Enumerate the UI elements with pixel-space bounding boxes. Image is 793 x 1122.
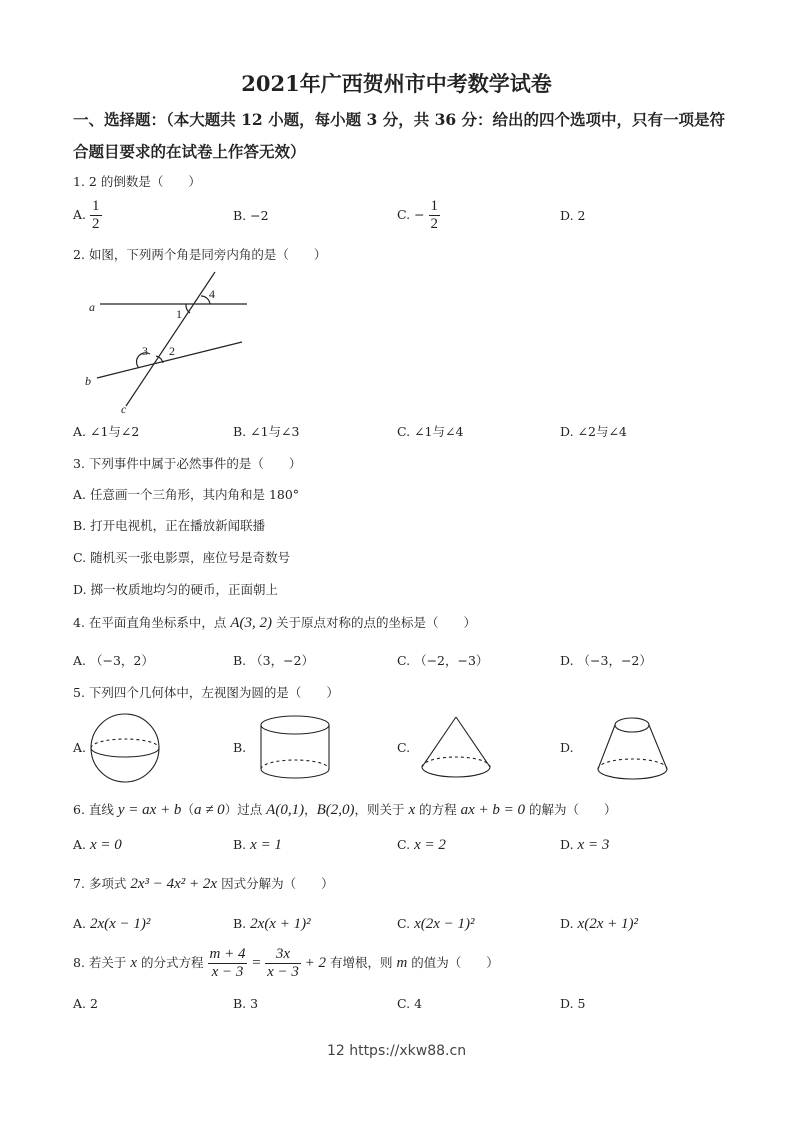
- option-label: C.: [397, 916, 411, 931]
- q3-option-a: A. 任意画一个三角形，其内角和是 180°: [73, 487, 300, 502]
- q3-option-c: C. 随机买一张电影票，座位号是奇数号: [73, 550, 291, 565]
- q5-label-a: A.: [73, 740, 87, 755]
- math: 2x(x + 1)²: [250, 916, 311, 932]
- q1-option-b: B. −2: [233, 208, 269, 223]
- math: y = ax + b: [117, 802, 182, 818]
- cone-icon: [422, 717, 490, 777]
- option-label: B.: [233, 837, 247, 852]
- fraction: [265, 946, 301, 981]
- q4-option-a: A. （−3，2）: [73, 653, 154, 668]
- q7-option-d: [560, 916, 638, 933]
- section-heading-line2: 合题目要求的在试卷上作答无效）: [73, 142, 306, 161]
- q4-stem: [73, 613, 476, 632]
- frustum-icon: [598, 718, 667, 779]
- stem-text: （: [181, 802, 194, 817]
- stem-text: 的解为（ ）: [525, 802, 617, 817]
- q1-option-d: D. 2: [560, 208, 586, 223]
- q5-label-c: C.: [397, 740, 411, 755]
- angle-1-arc: [186, 304, 190, 313]
- q8-option-a: A. 2: [73, 996, 98, 1011]
- math: x = 2: [414, 837, 446, 853]
- q1-stem: 1. 2 的倒数是（ ）: [73, 174, 201, 189]
- option-label: A.: [73, 207, 87, 222]
- q6-option-c: [397, 837, 446, 854]
- stem-text: 8. 若关于: [73, 955, 131, 970]
- q7-option-c: [397, 916, 475, 933]
- option-label: A.: [73, 837, 87, 852]
- numerator: 3x: [265, 946, 301, 964]
- math: x = 0: [90, 837, 122, 853]
- option-label: C. −: [397, 207, 425, 222]
- stem-text: 因式分解为（ ）: [217, 876, 334, 891]
- math: A(3, 2): [230, 615, 273, 631]
- q7-option-b: [233, 916, 311, 933]
- stem-text: ，则关于: [354, 802, 409, 817]
- math: m: [396, 955, 408, 971]
- option-label: D.: [560, 837, 574, 852]
- stem-text: 4. 在平面直角坐标系中，点: [73, 615, 231, 630]
- stem-text: 的方程: [415, 802, 461, 817]
- sphere-icon: [91, 714, 159, 782]
- numerator: m + 4: [209, 946, 246, 962]
- angle-1-label: 1: [176, 307, 182, 321]
- math: x: [408, 802, 416, 818]
- section-heading-line1: 一、选择题：（本大题共 12 小题，每小题 3 分，共 36 分：给出的四个选项中，只有一项是符: [73, 110, 726, 129]
- q4-option-c: C. （−2，−3）: [397, 653, 489, 668]
- label-c: c: [121, 402, 127, 416]
- math: x: [130, 955, 138, 971]
- q5-solids: [0, 705, 793, 790]
- stem-text: 的分式方程: [137, 955, 208, 970]
- q4-option-b: B. （3，−2）: [233, 653, 315, 668]
- option-label: C.: [397, 837, 411, 852]
- math: 2x³ − 4x² + 2x: [130, 876, 218, 892]
- stem-text: 7. 多项式: [73, 876, 131, 891]
- option-label: A.: [73, 916, 87, 931]
- label-a: a: [89, 300, 95, 314]
- angle-3-label: 3: [142, 344, 148, 358]
- q2-option-c: C. ∠1与∠4: [397, 424, 464, 439]
- fraction: [208, 946, 248, 981]
- numerator: 1: [430, 198, 439, 214]
- math: =: [247, 955, 266, 971]
- q8-stem: [73, 946, 499, 981]
- math: ax + b = 0: [460, 802, 526, 818]
- q6-option-b: [233, 837, 282, 854]
- q2-option-d: D. ∠2与∠4: [560, 424, 627, 439]
- q4-option-d: D. （−3，−2）: [560, 653, 652, 668]
- stem-text: 的值为（ ）: [407, 955, 499, 970]
- q5-label-b: B.: [233, 740, 247, 755]
- math: A(0,1): [266, 802, 305, 818]
- q5-stem: 5. 下列四个几何体中，左视图为圆的是（ ）: [73, 685, 339, 700]
- math: x(2x + 1)²: [577, 916, 638, 932]
- denominator: x − 3: [267, 964, 299, 980]
- q2-stem: 2. 如图，下列两个角是同旁内角的是（ ）: [73, 247, 327, 262]
- q8-option-c: C. 4: [397, 996, 423, 1011]
- angle-4-label: 4: [209, 287, 215, 301]
- line-c: [126, 272, 215, 406]
- math: 2x(x − 1)²: [90, 916, 151, 932]
- numerator: 1: [92, 198, 100, 214]
- stem-text: ，: [304, 802, 317, 817]
- label-b: b: [85, 374, 91, 388]
- stem-text: 关于原点对称的点的坐标是（ ）: [272, 615, 477, 630]
- denominator: x − 3: [211, 964, 244, 980]
- stem-text: 有增根，则: [326, 955, 397, 970]
- q2-option-a: A. ∠1与∠2: [73, 424, 140, 439]
- q2-figure-parallel-lines: [0, 0, 793, 420]
- math: x(2x − 1)²: [414, 916, 475, 932]
- cylinder-icon: [261, 716, 329, 778]
- q5-label-d: D.: [560, 740, 574, 755]
- page-footer-watermark: 12 https://xkw88.cn: [326, 1043, 467, 1059]
- math: x = 3: [577, 837, 610, 853]
- math: a ≠ 0: [193, 802, 225, 818]
- denominator: 2: [92, 216, 100, 232]
- q6-option-d: [560, 837, 609, 854]
- q7-option-a: [73, 916, 150, 933]
- option-label: D.: [560, 916, 574, 931]
- q7-stem: [73, 874, 334, 893]
- angle-2-label: 2: [169, 344, 175, 358]
- q6-option-a: [73, 837, 122, 854]
- q6-stem: [73, 800, 617, 819]
- q2-option-b: B. ∠1与∠3: [233, 424, 300, 439]
- q8-option-b: B. 3: [233, 996, 259, 1011]
- q3-option-d: D. 掷一枚质地均匀的硬币，正面朝上: [73, 582, 279, 597]
- denominator: 2: [430, 216, 439, 232]
- q3-stem: 3. 下列事件中属于必然事件的是（ ）: [73, 456, 302, 471]
- stem-text: ）过点: [224, 802, 267, 817]
- math: + 2: [300, 955, 326, 971]
- math: x = 1: [250, 837, 282, 853]
- q3-option-b: B. 打开电视机，正在播放新闻联播: [73, 518, 266, 533]
- q8-option-d: D. 5: [560, 996, 586, 1011]
- math: B(2,0): [316, 802, 355, 818]
- stem-text: 6. 直线: [73, 802, 118, 817]
- page-title: 2021年广西贺州市中考数学试卷: [241, 71, 552, 96]
- option-label: B.: [233, 916, 247, 931]
